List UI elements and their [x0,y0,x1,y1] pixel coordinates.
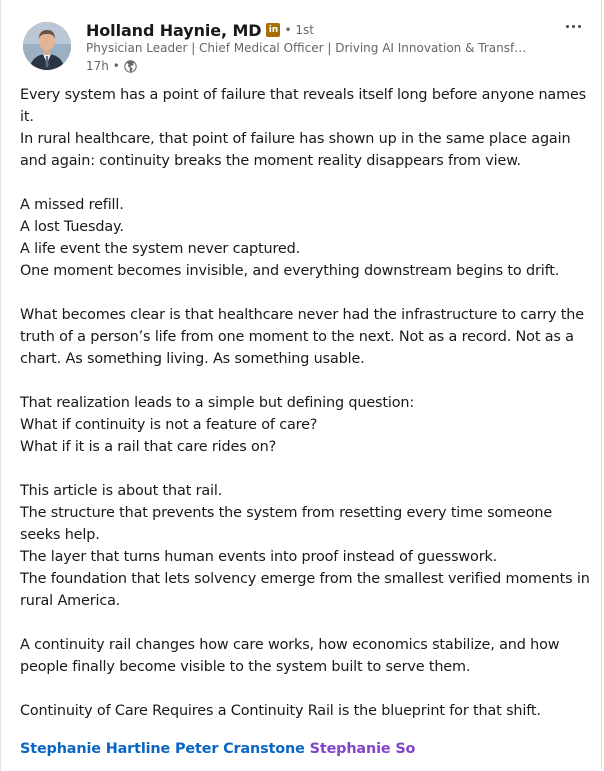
ellipsis-dot [578,25,581,28]
author-headline: Physician Leader | Chief Medical Officer | Driving AI Innovation & Transf… [86,41,527,55]
author-photo [23,22,71,70]
paragraph [20,480,592,612]
paragraph [20,700,592,722]
text-line: What if continuity is not a feature of care? [20,417,318,433]
text-line: What becomes clear is that healthcare never had the infrastructure to carry the truth of a person’s life from one moment to the next. Not as a record. Not as a chart. As something living. As something usable. [20,307,584,367]
text-line: A lost Tuesday. [20,219,124,235]
text-line: In rural healthcare, that point of failure has shown up in the same place again and again: continuity breaks the moment reality disappears from view. [20,131,571,169]
paragraph [20,84,592,172]
ellipsis-dot [572,25,575,28]
paragraph [20,634,592,678]
post-text [20,84,592,722]
text-line: One moment becomes invisible, and everything downstream begins to drift. [20,263,560,279]
text-line: A life event the system never captured. [20,241,301,257]
paragraph [20,304,592,370]
ellipsis-icon [566,25,569,28]
text-line: Every system has a point of failure that reveals itself long before anyone names it. [20,87,587,125]
mentions-row [20,738,415,760]
author-avatar[interactable] [23,22,71,70]
mention-link[interactable]: Stephanie Hartline [20,741,171,757]
text-line: A continuity rail changes how care works, how economics stabilize, and how people finally become visible to the system built to serve them. [20,637,560,675]
paragraph [20,392,592,458]
mention-link[interactable]: Peter Cranstone [174,741,305,757]
post-meta [86,58,137,74]
mention-link[interactable]: Stephanie So [309,741,416,757]
text-line: That realization leads to a simple but defining question: [20,395,415,411]
paragraph [20,194,592,282]
author-name-row [86,19,314,41]
post-time: 17h • [86,59,120,73]
globe-icon [124,60,137,73]
connection-degree: • 1st [284,23,314,37]
text-line: What if it is a rail that care rides on? [20,439,277,455]
linkedin-premium-icon: in [266,23,280,37]
text-line: Continuity of Care Requires a Continuity Rail is the blueprint for that shift. [20,703,541,719]
text-line: This article is about that rail. [20,483,223,499]
text-line: A missed refill. [20,197,124,213]
text-line: The structure that prevents the system from resetting every time someone seeks help. [20,505,553,543]
author-name[interactable]: Holland Haynie, MD [86,20,262,40]
text-line: The layer that turns human events into proof instead of guesswork. [20,549,498,565]
more-options-button[interactable] [561,16,585,36]
text-line: The foundation that lets solvency emerge from the smallest verified moments in rural America. [20,571,590,609]
